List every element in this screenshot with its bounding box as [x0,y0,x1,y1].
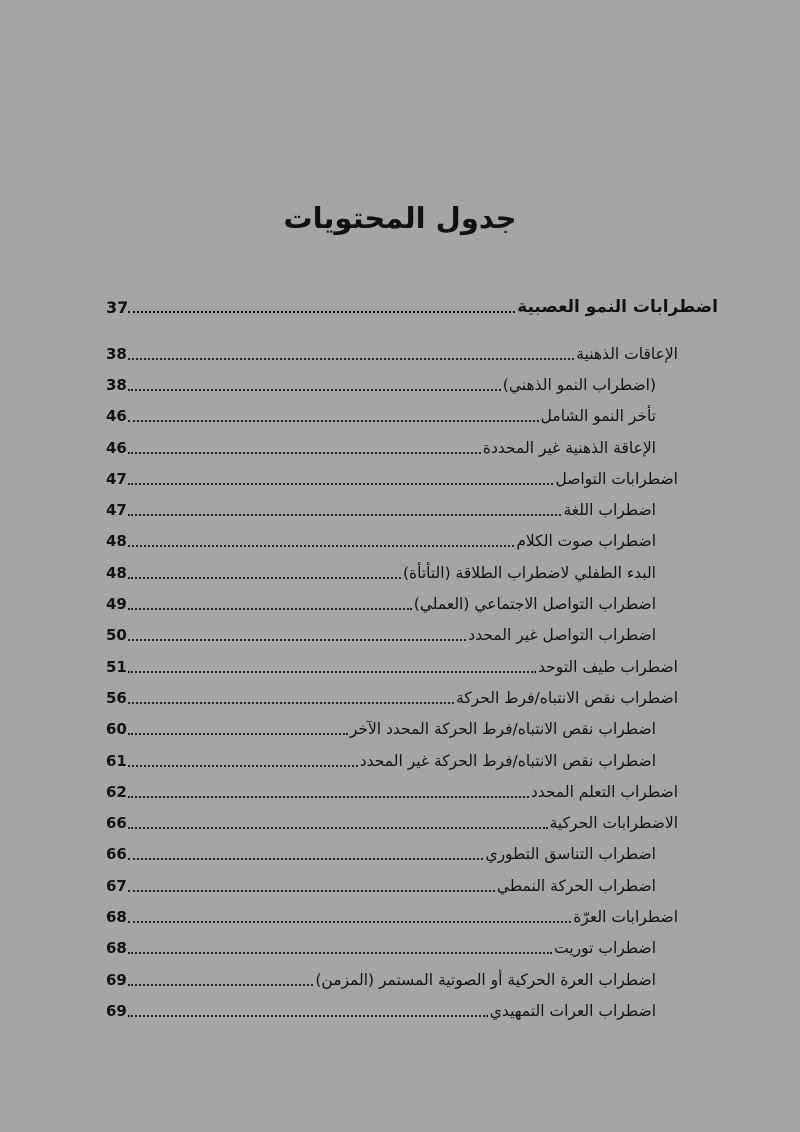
dot-leader [128,514,561,516]
dot-leader [128,890,495,892]
toc-page-number: 66 [106,814,127,833]
dot-leader [128,733,348,735]
toc-entry[interactable] [106,588,718,619]
toc-entry[interactable] [106,526,718,557]
toc-page-number: 46 [106,438,127,457]
toc-entry-title: اضطراب صوت الكلام [516,532,656,551]
dot-leader [128,311,515,313]
toc-page-number: 48 [106,563,127,582]
dot-leader [128,608,412,610]
toc-entry-title: اضطراب التواصل غير المحدد [468,626,656,645]
toc-entry-title: تأخر النمو الشامل [540,407,656,426]
dot-leader [128,639,466,641]
toc-entry-title: اضطراب اللغة [563,501,656,520]
toc-entry-title: اضطراب التواصل الاجتماعي (العملي) [413,595,656,614]
toc-entry-title: اضطراب نقص الانتباه/فرط الحركة المحدد الآخر [349,720,656,739]
toc-page-number: 69 [106,970,127,989]
toc-entry[interactable] [106,995,718,1026]
toc-entry[interactable] [106,290,718,324]
toc-entry-title: اضطراب طيف التوحد [538,657,678,676]
toc-entry[interactable] [106,714,718,745]
dot-leader [128,765,358,767]
toc-page-number: 68 [106,907,127,926]
toc-page-number: 51 [106,657,127,676]
toc-entry-title: اضطراب نقص الانتباه/فرط الحركة غير المحدد [359,751,656,770]
toc-entry[interactable] [106,870,718,901]
toc-entry-title: اضطراب التناسق التطوري [485,845,656,864]
dot-leader [128,389,501,391]
toc-entry-title: اضطراب نقص الانتباه/فرط الحركة [455,688,678,707]
toc-page-number: 66 [106,845,127,864]
toc-entry-title: الإعاقات الذهنية [576,344,678,363]
toc-entry[interactable] [106,651,718,682]
toc-entry-title: (اضطراب النمو الذهني) [502,375,656,394]
toc-entry-title: اضطرابات العرّة [573,907,678,926]
toc-entry[interactable] [106,901,718,932]
toc-entry[interactable] [106,557,718,588]
toc-entry[interactable] [106,338,718,369]
dot-leader [128,1015,488,1017]
toc-entry[interactable] [106,463,718,494]
dot-leader [128,796,529,798]
toc-page-number: 37 [106,297,129,317]
toc-entry-title: اضطراب توريت [554,939,656,958]
toc-entry-title: البدء الطفلي لاضطراب الطلاقة (التأتأة) [402,563,656,582]
toc-entry-title: اضطراب العرات التمهيدي [489,1001,656,1020]
toc-entry[interactable] [106,620,718,651]
dot-leader [128,577,401,579]
toc-page-number: 61 [106,751,127,770]
toc-page-number: 49 [106,595,127,614]
toc-entry-title: الإعاقة الذهنية غير المحددة [482,438,656,457]
toc-entry[interactable] [106,745,718,776]
toc-page-number: 50 [106,626,127,645]
toc-entry[interactable] [106,494,718,525]
toc-entry[interactable] [106,933,718,964]
toc-page-number: 48 [106,532,127,551]
toc-entry-title: اضطراب الحركة النمطي [496,876,656,895]
toc-page-number: 67 [106,876,127,895]
toc-entry-title: اضطرابات النمو العصبية [517,297,718,317]
toc-entry-title: الاضطرابات الحركية [549,814,678,833]
dot-leader [128,452,481,454]
toc-entry[interactable] [106,401,718,432]
toc-page-number: 60 [106,720,127,739]
toc-entry[interactable] [106,807,718,838]
dot-leader [128,984,313,986]
toc-page-number: 68 [106,939,127,958]
toc-entry-title: اضطراب التعلم المحدد [530,782,678,801]
toc-entry-title: اضطراب العرة الحركية أو الصوتية المستمر (المزمن) [315,970,656,989]
toc-entry[interactable] [106,369,718,400]
toc-entry[interactable] [106,682,718,713]
dot-leader [128,921,571,923]
toc-page-number: 47 [106,501,127,520]
toc-page-number: 56 [106,688,127,707]
toc-page-number: 47 [106,469,127,488]
toc-page-number: 62 [106,782,127,801]
dot-leader [128,671,536,673]
dot-leader [128,827,548,829]
toc-page-number: 38 [106,375,127,394]
toc-entry[interactable] [106,839,718,870]
dot-leader [128,358,574,360]
dot-leader [128,420,539,422]
toc-entry[interactable] [106,964,718,995]
dot-leader [128,858,483,860]
toc-entry[interactable] [106,432,718,463]
table-of-contents [106,290,718,1027]
dot-leader [128,483,553,485]
toc-page-number: 46 [106,407,127,426]
toc-entry-title: اضطرابات التواصل [555,469,678,488]
dot-leader [128,545,514,547]
toc-page-number: 38 [106,344,127,363]
page-title: جدول المحتويات [283,201,517,235]
toc-entry[interactable] [106,776,718,807]
dot-leader [128,702,454,704]
toc-page-number: 69 [106,1001,127,1020]
dot-leader [128,952,552,954]
